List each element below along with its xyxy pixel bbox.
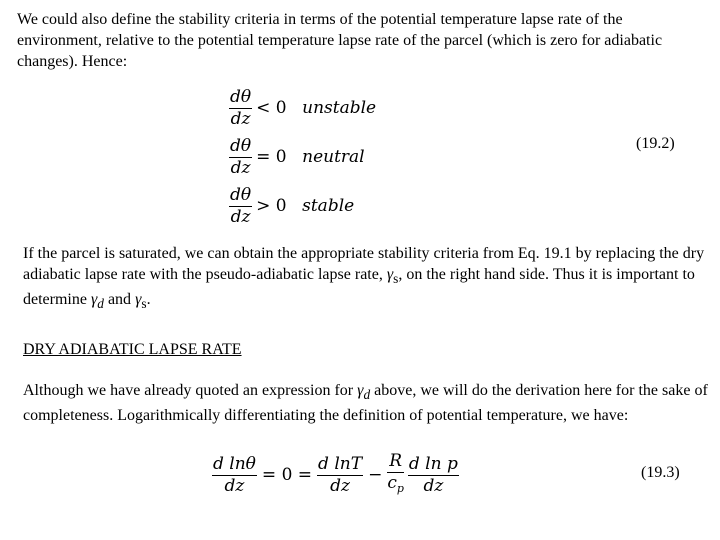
equation-number-19-2: (19.2)	[636, 135, 675, 152]
temperature-term: $\frac{\text{d lnT}}{dz}$	[318, 453, 363, 496]
stability-criteria-equations	[229, 84, 429, 232]
r-over-cp: $\frac{R}{c_p}$	[387, 451, 404, 495]
criterion-label: neutral	[302, 147, 365, 167]
derivation-paragraph: Although we have already quoted an expression for $\gamma_d$ above, we will do the derivation here for the sake of completeness. Logarithmically differentiating the definition of potential temperature, we have:	[23, 382, 708, 425]
equals-zero: = 0 =	[261, 465, 313, 485]
dtheta-dz-fraction: $\frac{d\theta}{dz}$	[230, 86, 252, 129]
lhs-fraction: $\frac{\text{d lnθ}}{dz}$	[213, 453, 256, 496]
section-heading: DRY ADIABATIC LAPSE RATE	[23, 341, 242, 358]
pressure-term: $\frac{\text{d ln p}}{dz}$	[408, 453, 458, 496]
criterion-label: unstable	[302, 98, 377, 118]
criterion-label: stable	[302, 196, 355, 216]
relation: = 0	[256, 147, 287, 167]
equation-number-19-3: (19.3)	[641, 464, 680, 481]
dtheta-dz-fraction: $\frac{d\theta}{dz}$	[230, 184, 252, 227]
minus-sign: −	[368, 465, 383, 485]
intro-paragraph: We could also define the stability criteria in terms of the potential temperature lapse rate of the environment, relative to the potential temperature lapse rate of the parcel (which is zero for adiabatic changes). Hence:	[17, 11, 663, 70]
criterion-neutral	[229, 133, 365, 181]
dtheta-dz-fraction: $\frac{d\theta}{dz}$	[230, 135, 252, 178]
criterion-stable	[229, 182, 354, 230]
criterion-unstable	[229, 84, 376, 132]
relation: < 0	[256, 98, 287, 118]
relation: > 0	[256, 196, 287, 216]
equation-19-3	[212, 452, 459, 498]
saturated-paragraph: If the parcel is saturated, we can obtain the appropriate stability criteria from Eq. 19.1 by replacing the dry adiabatic lapse rate with the pseudo-adiabatic lapse rate, $\gamma_s$, on the right hand side. Thus it is important to determine $\gamma_d$ and $\gamma_s$.	[23, 245, 705, 312]
